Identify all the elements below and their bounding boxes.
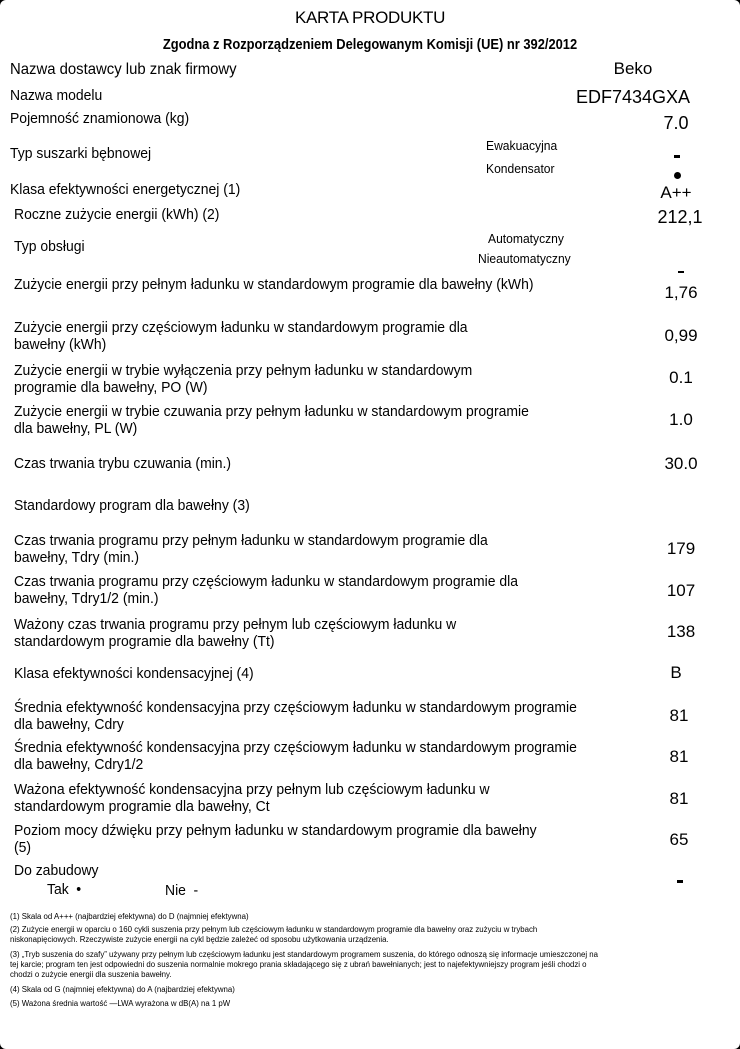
noise-value: 65 — [669, 830, 689, 849]
standard-program-heading: Standardowy program dla bawełny (3) — [14, 497, 250, 514]
model-label: Nazwa modelu — [10, 87, 103, 104]
cdry-half-value: 81 — [669, 747, 689, 766]
noise-label: Poziom mocy dźwięku przy pełnym ładunku w standardowym programie dla bawełny (5) — [14, 822, 537, 856]
energy-class-label: Klasa efektywności energetycznej (1) — [10, 181, 241, 198]
dash-icon — [678, 260, 684, 278]
control-type-option-label: Nieautomatyczny — [478, 251, 571, 266]
power-standby-value: 1.0 — [669, 410, 693, 429]
energy-full-value: 1,76 — [664, 283, 698, 302]
supplier-label: Nazwa dostawcy lub znak firmowy — [10, 61, 237, 78]
footnote-3: (3) „Tryb suszenia do szafy” używany przy pełnym lub częściowym ładunku jest standardowym programem suszenia, do którego odnoszą się informacje umieszczonej na tej karcie; program ten jest odpowiedni do suszenia normalnie mokrego prania składającego się z ubrań bawełnianych; jest to najefektywniejszy program jeśli chodzi o chodzi o zużycie energii dla suszenia bawełny. — [10, 950, 598, 979]
tdry-value: 179 — [666, 539, 696, 558]
cdry-value: 81 — [669, 706, 689, 725]
standby-duration-value: 30.0 — [664, 454, 698, 473]
model-value: EDF7434GXA — [575, 87, 691, 107]
energy-full-label: Zużycie energii przy pełnym ładunku w standardowym programie dla bawełny (kWh) — [14, 276, 534, 293]
standby-duration-label: Czas trwania trybu czuwania (min.) — [14, 455, 232, 472]
tdry-label: Czas trwania programu przy pełnym ładunku w standardowym programie dla bawełny, Tdry (min.) — [14, 532, 488, 566]
page-title: KARTA PRODUKTU — [294, 8, 446, 27]
tdry-half-value: 107 — [666, 581, 696, 600]
built-in-yes — [47, 881, 81, 898]
condensation-class-label: Klasa efektywności kondensacyjnej (4) — [14, 665, 254, 682]
capacity-label: Pojemność znamionowa (kg) — [10, 110, 190, 127]
supplier-value: Beko — [613, 59, 653, 78]
dryer-type-option-label: Kondensator — [486, 161, 555, 176]
annual-energy-label: Roczne zużycie energii (kWh) (2) — [14, 206, 220, 223]
power-off-value: 0.1 — [669, 368, 693, 387]
power-off-label: Zużycie energii w trybie wyłączenia przy pełnym ładunku w standardowym programie dla bawełny, PO (W) — [14, 362, 473, 396]
footnote-1: (1) Skala od A+++ (najbardziej efektywna) do D (najmniej efektywna) — [10, 912, 249, 921]
built-in-no — [165, 882, 198, 899]
footnote-2: (2) Zużycie energii w oparciu o 160 cykli suszenia przy pełnym lub częściowym ładunku w standardowym programie dla bawełny oraz zużyciu w trybach niskonapięciowych. Rzeczywiste zużycie energii na cykl będzie zależeć od sposobu użytkowania urządzenia. — [10, 925, 538, 944]
ct-label: Ważona efektywność kondensacyjna przy pełnym lub częściowym ładunku w standardowym programie dla bawełny, Ct — [14, 781, 490, 815]
tt-label: Ważony czas trwania programu przy pełnym lub częściowym ładunku w standardowym programie dla bawełny (Tt) — [14, 616, 457, 650]
cdry-label: Średnia efektywność kondensacyjna przy częściowym ładunku w standardowym programie dla bawełny, Cdry — [14, 699, 577, 733]
page-subtitle: Zgodna z Rozporządzeniem Delegowanym Komisji (UE) nr 392/2012 — [162, 36, 578, 53]
annual-energy-value: 212,1 — [657, 207, 703, 227]
energy-class-value: A++ — [660, 183, 692, 202]
cdry-half-label: Średnia efektywność kondensacyjna przy częściowym ładunku w standardowym programie dla bawełny, Cdry1/2 — [14, 739, 577, 773]
dash-icon — [677, 870, 683, 888]
tdry-half-label: Czas trwania programu przy częściowym ładunku w standardowym programie dla bawełny, Tdry1/2 (min.) — [14, 573, 518, 607]
energy-partial-label: Zużycie energii przy częściowym ładunku w standardowym programie dla bawełny (kWh) — [14, 319, 468, 353]
dryer-type-option-label: Ewakuacyjna — [486, 138, 558, 153]
energy-partial-value: 0,99 — [664, 326, 698, 345]
footnote-4: (4) Skala od G (najmniej efektywna) do A (najbardziej efektywna) — [10, 985, 235, 994]
dryer-type-label: Typ suszarki bębnowej — [10, 145, 152, 162]
capacity-value: 7.0 — [663, 113, 689, 133]
tt-value: 138 — [666, 622, 696, 641]
bullet-icon: • — [76, 881, 82, 898]
control-type-option-label: Automatyczny — [488, 231, 564, 246]
built-in-label: Do zabudowy — [14, 862, 99, 879]
dash-mark: - — [193, 882, 199, 899]
footnote-5: (5) Ważona średnia wartość —LWA wyrażona w dB(A) na 1 pW — [10, 999, 231, 1008]
bullet-icon — [674, 166, 681, 184]
ct-value: 81 — [669, 789, 689, 808]
dash-icon — [674, 145, 680, 163]
built-in-no-label: Nie — [165, 882, 186, 899]
control-type-label: Typ obsługi — [14, 238, 85, 255]
built-in-yes-label: Tak — [47, 881, 69, 898]
power-standby-label: Zużycie energii w trybie czuwania przy pełnym ładunku w standardowym programie dla bawełny, PL (W) — [14, 403, 529, 437]
condensation-class-value: B — [670, 663, 682, 682]
